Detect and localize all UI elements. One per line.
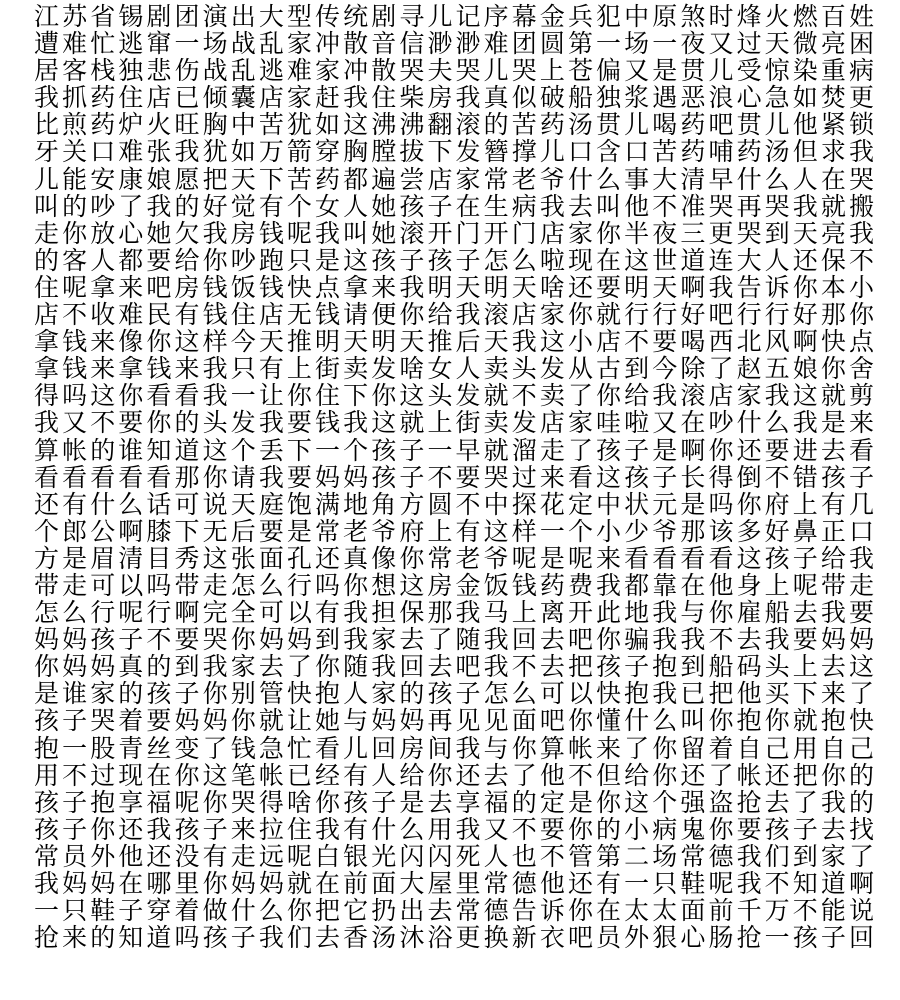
text-line-19: 还有什么话可说天庭饱满地角方圆不中探花定中状元是吗你府上有几	[34, 490, 874, 518]
text-line-13: 拿钱来像你这样今天推明天明天推后天我这小店不要喝西北风啊快点	[34, 328, 874, 356]
script-text-block	[34, 3, 874, 951]
text-line-18: 看看看看看那你请我要妈妈孩子不要哭过来看这孩子长得倒不错孩子	[34, 463, 874, 491]
text-line-15: 得吗这你看看我一让你住下你这头发就不卖了你给我滚店家我这就剪	[34, 382, 874, 410]
text-line-24: 妈妈孩子不要哭你妈妈到我家去了随我回去吧你骗我我不去我要妈妈	[34, 626, 874, 654]
text-line-20: 个郎公啊膝下无后要是常老爷府上有这样一个小少爷那该多好鼻正口	[34, 517, 874, 545]
text-line-28: 抱一股青丝变了钱急忙看儿回房间我与你算帐来了你留着自己用自己	[34, 734, 874, 762]
text-line-12: 店不收难民有钱住店无钱请便你给我滚店家你就行行好吧行行好那你	[34, 301, 874, 329]
text-line-10: 的客人都要给你吵跑只是这孩子孩子怎么啦现在这世道连大人还保不	[34, 246, 874, 274]
text-line-05: 比煎药炉火旺胸中苦犹如这沸沸翻滚的苦药汤贯儿喝药吧贯儿他紧锁	[34, 111, 874, 139]
text-line-02: 遭难忙逃窜一场战乱家冲散音信渺渺难团圆第一场一夜又过天微亮困	[34, 30, 874, 58]
text-line-32: 常员外他还没有走远呢白银光闪闪死人也不管第二场常德我们到家了	[34, 842, 874, 870]
text-line-23: 怎么行呢行啊完全可以有我担保那我马上离开此地我与你雇船去我要	[34, 599, 874, 627]
text-line-34: 一只鞋子穿着做什么你把它扔出去常德告诉你在太太面前千万不能说	[34, 897, 874, 925]
text-line-27: 孩子哭着要妈妈你就让她与妈妈再见见面吧你懂什么叫你抱你就抱快	[34, 707, 874, 735]
text-line-21: 方是眉清目秀这张面孔还真像你常老爷呢是呢来看看看看这孩子给我	[34, 544, 874, 572]
text-line-35: 抢来的知道吗孩子我们去香汤沐浴更换新衣吧员外狠心肠抢一孩子回	[34, 924, 874, 952]
text-line-26: 是谁家的孩子你别管快抱人家的孩子怎么可以快抱我已把他买下来了	[34, 680, 874, 708]
text-line-04: 我抓药住店已倾囊店家赶我住柴房我真似破船独浆遇恶浪心急如焚更	[34, 84, 874, 112]
text-line-25: 你妈妈真的到我家去了你随我回去吧我不去把孩子抱到船码头上去这	[34, 653, 874, 681]
text-line-08: 叫的吵了我的好觉有个女人她孩子在生病我去叫他不准哭再哭我就搬	[34, 192, 874, 220]
text-line-07: 儿能安康娘愿把天下苦药都遍尝店家常老爷什么事大清早什么人在哭	[34, 165, 874, 193]
text-line-03: 居客栈独悲伤战乱逃难家冲散哭夫哭儿哭上苍偏又是贯儿受惊染重病	[34, 57, 874, 85]
text-line-22: 带走可以吗带走怎么行吗你想这房金饭钱药费我都靠在他身上呢带走	[34, 571, 874, 600]
text-line-16: 我又不要你的头发我要钱我这就上街卖发店家哇啦又在吵什么我是来	[34, 409, 874, 437]
text-line-11: 住呢拿来吧房钱饭钱快点拿来我明天明天啥还要明天啊我告诉你本小	[34, 273, 874, 302]
text-line-17: 算帐的谁知道这个丢下一个孩子一早就溜走了孩子是啊你还要进去看	[34, 436, 874, 464]
text-line-30: 孩子抱享福呢你哭得啥你孩子是去享福的定是你这个强盗抢去了我的	[34, 788, 874, 816]
text-line-06: 牙关口难张我犹如万箭穿胸膛拔下发簪撑儿口含口苦药哺药汤但求我	[34, 138, 874, 166]
text-line-09: 走你放心她欠我房钱呢我叫她滚开门开门店家你半夜三更哭到天亮我	[34, 219, 874, 247]
text-line-01: 江苏省锡剧团演出大型传统剧寻儿记序幕金兵犯中原煞时烽火燃百姓	[34, 3, 874, 31]
text-line-29: 用不过现在你这笔帐已经有人给你还去了他不但给你还了帐还把你的	[34, 761, 874, 789]
text-line-31: 孩子你还我孩子来拉住我有什么用我又不要你的小病鬼你要孩子去找	[34, 815, 874, 843]
text-line-14: 拿钱来拿钱来我只有上街卖发啥女人卖头发从古到今除了赵五娘你舍	[34, 355, 874, 383]
text-line-33: 我妈妈在哪里你妈妈就在前面大屋里常德他还有一只鞋呢我不知道啊	[34, 870, 874, 898]
